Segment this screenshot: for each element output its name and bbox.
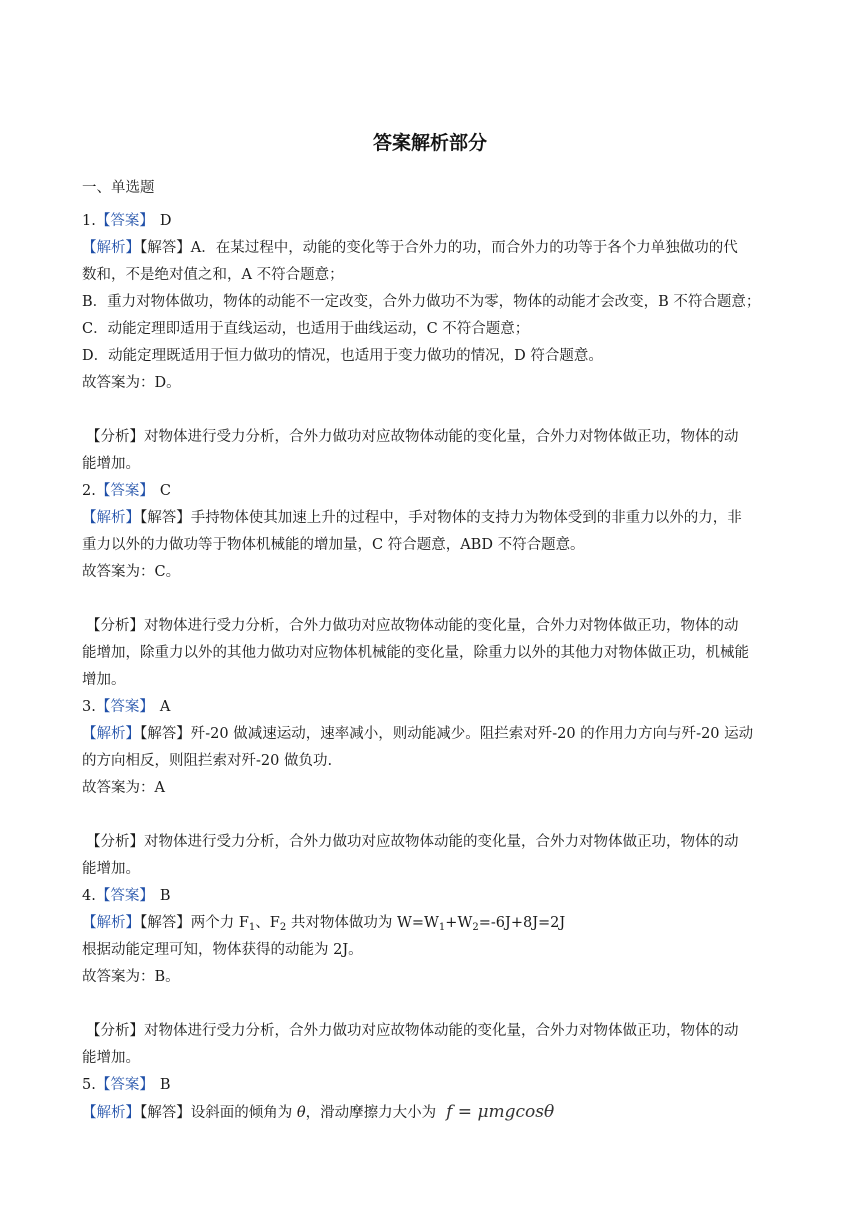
q3-final-answer: 故答案为：A: [82, 780, 165, 796]
q3-fenxi-line-2: 能增加。: [82, 861, 140, 877]
q4-jieda-mid-3: +W: [445, 915, 473, 931]
q5-jieda-pre: 【解答】设斜面的倾角为: [140, 1105, 293, 1121]
q2-number: 2.: [82, 483, 96, 499]
q4-jiexi-tag: 【解析】: [82, 915, 140, 931]
q4-sub-1: 1: [248, 922, 256, 933]
q5-number: 5.: [82, 1077, 96, 1093]
q4-answer-tag: 【答案】: [95, 888, 154, 904]
q4-answer: B: [159, 888, 171, 904]
q3-jieda-line-2: 的方向相反，则阻拦索对歼-20 做负功.: [82, 753, 333, 769]
q4-jieda-mid-2: 共对物体做功为 W=W: [286, 915, 439, 931]
q4-sub-2: 2: [279, 922, 287, 933]
q4-jieda-line-2: 根据动能定理可知，物体获得的动能为 2J。: [82, 942, 363, 958]
q5-theta: θ: [296, 1105, 306, 1121]
page-title: 答案解析部分: [372, 132, 487, 154]
q3-answer-line: [82, 694, 782, 721]
q2-jieda-line-1: [82, 505, 782, 532]
q2-answer-line: [82, 478, 782, 505]
q1-jiexi-tag: 【解析】: [82, 240, 140, 256]
q4-number: 4.: [82, 888, 96, 904]
q3-answer-tag: 【答案】: [95, 699, 154, 715]
q5-answer-line: [82, 1072, 782, 1099]
q2-fenxi-line-1: 【分析】对物体进行受力分析，合外力做功对应故物体动能的变化量，合外力对物体做正功，物体的动: [86, 618, 739, 634]
q3-jiexi-tag: 【解析】: [82, 726, 140, 742]
q4-final-answer: 故答案为：B。: [82, 969, 180, 985]
q1-answer-line: [82, 208, 782, 235]
q5-formula: f = μmgcosθ: [446, 1102, 555, 1122]
q3-number: 3.: [82, 699, 96, 715]
q4-fenxi-line-1: 【分析】对物体进行受力分析，合外力做功对应故物体动能的变化量，合外力对物体做正功，物体的动: [86, 1023, 739, 1039]
q1-fenxi-line-2: 能增加。: [82, 456, 140, 472]
q1-jieda-line-2: 数和，不是绝对值之和，A 不符合题意；: [82, 267, 344, 283]
q3-fenxi-line-1: 【分析】对物体进行受力分析，合外力做功对应故物体动能的变化量，合外力对物体做正功，物体的动: [86, 834, 739, 850]
q3-answer: A: [159, 699, 171, 715]
q5-jiexi-tag: 【解析】: [82, 1105, 140, 1121]
spacer: [82, 586, 782, 613]
q5-jieda-line-1: [82, 1099, 782, 1126]
q4-jieda-line-1: [82, 910, 782, 937]
q1-answer: D: [159, 213, 172, 229]
q4-sub-3: 1: [438, 922, 446, 933]
q2-answer: C: [159, 483, 171, 499]
spacer: [82, 991, 782, 1018]
q2-fenxi-line-3: 增加。: [82, 672, 126, 688]
q1-option-d: D．动能定理既适用于恒力做功的情况，也适用于变力做功的情况，D 符合题意。: [82, 348, 603, 364]
q4-jieda-mid-1: 、F: [255, 915, 280, 931]
q1-option-b: B．重力对物体做功，物体的动能不一定改变，合外力做功不为零，物体的动能才会改变，B 不符合题意；: [82, 294, 761, 310]
q2-jiexi-tag: 【解析】: [82, 510, 140, 526]
q4-sub-4: 2: [472, 922, 479, 933]
q2-fenxi-line-2: 能增加，除重力以外的其他力做功对应物体机械能的变化量，除重力以外的其他力对物体做正功，机械能: [82, 645, 749, 661]
q1-answer-tag: 【答案】: [95, 213, 154, 229]
q1-option-c: C．动能定理即适用于直线运动，也适用于曲线运动，C 不符合题意；: [82, 321, 530, 337]
q1-fenxi-line-1: 【分析】对物体进行受力分析，合外力做功对应故物体动能的变化量，合外力对物体做正功，物体的动: [86, 429, 739, 445]
section-heading: 一、单选题: [82, 180, 155, 196]
q4-jieda-pre: 【解答】两个力 F: [140, 915, 249, 931]
q4-answer-line: [82, 883, 782, 910]
q1-jieda-text-1: 【解答】A．在某过程中，动能的变化等于合外力的功，而合外力的功等于各个力单独做功的代: [140, 240, 738, 256]
q2-jieda-line-2: 重力以外的力做功等于物体机械能的增加量，C 符合题意，ABD 不符合题意。: [82, 537, 585, 553]
q3-jieda-text-1: 【解答】歼-20 做减速运动，速率减小，则动能减少。阻拦索对歼-20 的作用力方向与歼-20 运动: [140, 726, 754, 742]
q1-jieda-line-1: [82, 235, 782, 262]
q5-answer-tag: 【答案】: [95, 1077, 154, 1093]
q4-fenxi-line-2: 能增加。: [82, 1050, 140, 1066]
q3-jieda-line-1: [82, 721, 782, 748]
q4-jieda-end: =-6J+8J=2J: [478, 915, 566, 931]
q5-jieda-mid: ，滑动摩擦力大小为: [305, 1105, 437, 1121]
q2-answer-tag: 【答案】: [95, 483, 154, 499]
q2-jieda-text-1: 【解答】手持物体使其加速上升的过程中，手对物体的支持力为物体受到的非重力以外的力，非: [140, 510, 742, 526]
spacer: [82, 802, 782, 829]
answer-content: [82, 208, 782, 1126]
q1-number: 1.: [82, 213, 96, 229]
q5-answer: B: [159, 1077, 171, 1093]
spacer: [82, 397, 782, 424]
q1-final-answer: 故答案为：D。: [82, 375, 181, 391]
q2-final-answer: 故答案为：C。: [82, 564, 181, 580]
